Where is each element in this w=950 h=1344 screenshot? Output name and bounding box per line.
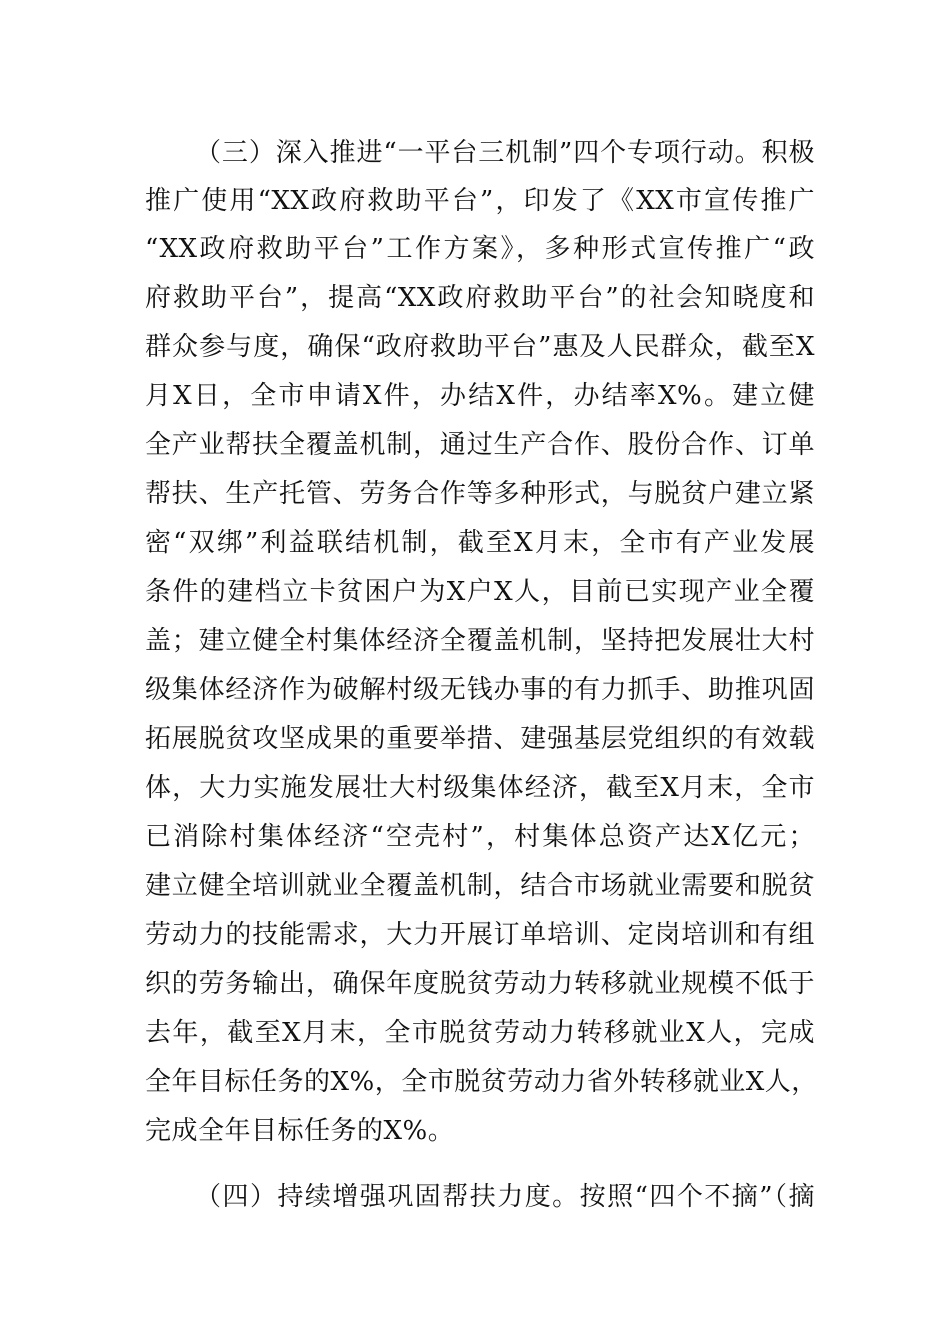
text-line: 劳动力的技能需求，大力开展订单培训、定岗培训和有组 — [145, 920, 815, 950]
text-line: 帮扶、生产托管、劳务合作等多种形式，与脱贫户建立紧 — [145, 479, 815, 509]
text-line: 体，大力实施发展壮大村级集体经济，截至X月末，全市 — [145, 773, 815, 803]
text-line: 织的劳务输出，确保年度脱贫劳动力转移就业规模不低于 — [145, 969, 815, 999]
text-line: 月X日，全市申请X件，办结X件，办结率X%。建立健 — [145, 381, 815, 411]
text-line: 级集体经济作为破解村级无钱办事的有力抓手、助推巩固 — [145, 675, 815, 705]
text-line: 建立健全培训就业全覆盖机制，结合市场就业需要和脱贫 — [145, 871, 815, 901]
text-line: 去年，截至X月末，全市脱贫劳动力转移就业X人，完成 — [145, 1018, 815, 1048]
text-line: 推广使用“XX政府救助平台”，印发了《XX市宣传推广 — [145, 186, 815, 216]
text-line: 拓展脱贫攻坚成果的重要举措、建强基层党组织的有效载 — [145, 724, 815, 754]
paragraph-3-last-line: 完成全年目标任务的X%。 — [145, 1116, 455, 1146]
text-line: 盖；建立健全村集体经济全覆盖机制，坚持把发展壮大村 — [145, 626, 815, 656]
text-line: 全年目标任务的X%，全市脱贫劳动力省外转移就业X人， — [145, 1067, 818, 1097]
text-line: 密“双绑”利益联结机制，截至X月末，全市有产业发展 — [145, 528, 815, 558]
text-line: 府救助平台”，提高“XX政府救助平台”的社会知晓度和 — [145, 283, 815, 313]
paragraph-4-heading-line: （四）持续增强巩固帮扶力度。按照“四个不摘”（摘 — [195, 1182, 815, 1212]
text-line: 已消除村集体经济“空壳村”，村集体总资产达X亿元； — [145, 822, 815, 852]
text-line: 条件的建档立卡贫困户为X户X人，目前已实现产业全覆 — [145, 577, 815, 607]
text-line: 全产业帮扶全覆盖机制，通过生产合作、股份合作、订单 — [145, 430, 815, 460]
paragraph-3-heading-line: （三）深入推进“一平台三机制”四个专项行动。积极 — [195, 138, 815, 168]
text-line: 群众参与度，确保“政府救助平台”惠及人民群众，截至X — [145, 332, 815, 362]
text-line: “XX政府救助平台”工作方案》，多种形式宣传推广“政 — [145, 234, 815, 264]
